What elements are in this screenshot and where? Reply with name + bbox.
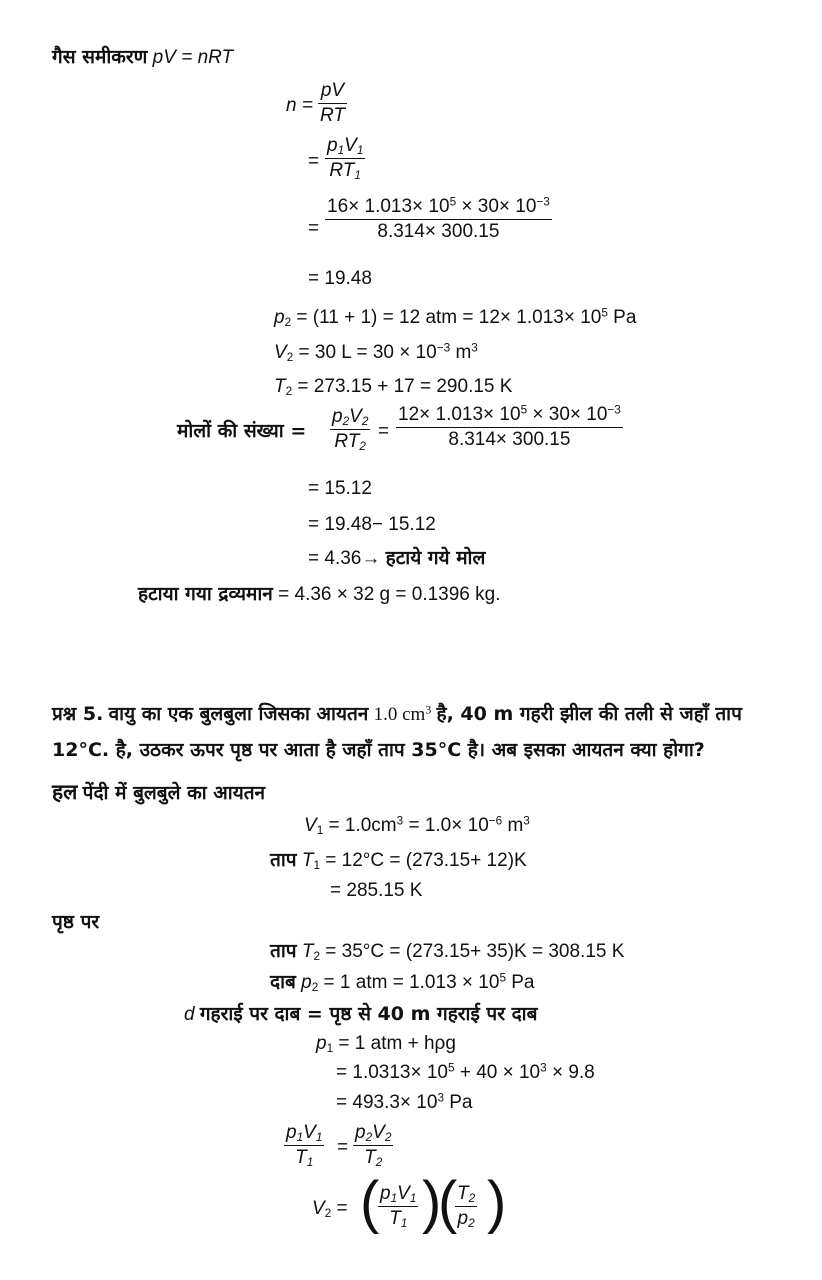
fraction-denominator: 8.314× 300.15	[448, 429, 571, 450]
fraction-p1v1-t1	[284, 1122, 324, 1169]
equals-sign: =	[378, 421, 390, 442]
solution-intro: हल पेंदी में बुलबुले का आयतन	[52, 780, 266, 804]
fraction-denominator: $RT_1$	[329, 160, 361, 182]
solution-label: हल	[52, 780, 78, 804]
gas-equation-formula: pV = nRT	[152, 47, 234, 68]
fraction-p2v2-rt2	[330, 406, 370, 453]
result-15-12: = 15.12	[308, 478, 372, 499]
fraction-numerator: $12\times 1.013\times 10^5 \times 30\times 10^{-3}$	[396, 404, 623, 428]
question-5-line-2: 12°C. है, उठकर ऊपर पृष्ठ पर आता है जहाँ ताप 35°C है। अब इसका आयतन क्या होगा?	[52, 739, 705, 761]
fraction-p2v2-t2	[353, 1122, 393, 1169]
v2-equation: $V_2 = 30$ $L = 30 \times 10^{-3}$ $m^3$	[274, 341, 478, 364]
depth-pressure-line: d गहराई पर दाब = पृष्ठ से 40 m गहराई पर दाब	[184, 1003, 538, 1025]
v1-equation: $V_1 = 1.0cm^3 = 1.0\times 10^{-6}$ $m^3$	[304, 814, 530, 837]
removed-mass-line	[138, 584, 501, 606]
n-lhs: n =	[286, 95, 313, 116]
fraction-denominator: $T_1$	[295, 1147, 314, 1169]
gas-equation-label: गैस समीकरण	[52, 46, 148, 68]
fraction-numerator: pV	[318, 80, 347, 104]
gas-equation-header	[52, 47, 233, 69]
p1-line-3: = $493.3\times 10^3$ Pa	[336, 1091, 473, 1113]
left-paren: (	[360, 1170, 380, 1235]
fraction-denominator: $T_2$	[364, 1147, 383, 1169]
fraction-numerator: $p_2V_2$	[330, 406, 370, 430]
fraction-denominator: 8.314× 300.15	[377, 221, 500, 242]
removed-mass-label: हटाया गया द्रव्यमान	[138, 583, 273, 605]
result-difference: = 19.48− 15.12	[308, 514, 436, 535]
fraction-p1v1-rt1	[325, 135, 365, 182]
fraction-numerator: $p_1V_1$	[284, 1122, 324, 1146]
v2-final-lhs: $V_2$ =	[312, 1198, 348, 1220]
p2-surface-equation: दाब $p_2 = 1$ atm = $1.013 \times 10^5$ Pa	[270, 971, 535, 994]
fraction-numeric-1	[325, 196, 552, 243]
fraction-numerator: $16\times 1.013\times 10^5 \times 30\times 10^{-3}$	[325, 196, 552, 220]
fraction-pv-rt	[318, 80, 347, 127]
moles-label: मोलों की संख्या =	[177, 420, 307, 442]
result-19-48: = 19.48	[308, 268, 372, 289]
surface-label: पृष्ठ पर	[52, 911, 100, 933]
result-removed-moles: = 4.36→ हटाये गये मोल	[308, 547, 486, 569]
fraction-denominator: $p_2$	[457, 1208, 475, 1230]
p1-line-2: = $1.0313\times 10^5 + 40 \times 10^3 \times 9.8$	[336, 1061, 595, 1083]
t2-equation: $T_2 = 273.15 + 17 = 290.15$ K	[274, 376, 513, 398]
fraction-final-a	[378, 1183, 418, 1230]
fraction-denominator: $T_1$	[389, 1208, 408, 1230]
p1-equation: $p_1 = 1$ atm + hρg	[316, 1033, 456, 1055]
p2-equation: $p_2 = (11 + 1) = 12$ atm = $12\times 1.013\times 10^5$ Pa	[274, 306, 637, 329]
right-paren: )	[487, 1170, 507, 1235]
fraction-numerator: $p_1V_1$	[325, 135, 365, 159]
removed-mass-value: = 4.36 × 32 g = 0.1396 kg.	[278, 584, 501, 605]
equals-sign: =	[337, 1137, 349, 1158]
equals-sign: =	[308, 151, 320, 172]
fraction-numerator: $p_1V_1$	[378, 1183, 418, 1207]
fraction-final-b	[455, 1183, 477, 1230]
t2-surface-equation: ताप $T_2 = 35^\circ C = (273.15+ 35)K = 308.15$ K	[270, 940, 625, 963]
t1-result: = 285.15 K	[330, 880, 423, 901]
question-5-line-1: प्रश्न 5. वायु का एक बुलबुला जिसका आयतन 1.0 $cm^3$ है, 40 m गहरी झील की तली से जहाँ ताप	[52, 703, 742, 725]
fraction-numeric-2	[396, 404, 623, 451]
question-label: प्रश्न 5.	[52, 703, 104, 725]
left-paren: (	[438, 1170, 458, 1235]
right-paren: )	[422, 1170, 442, 1235]
fraction-numerator: $T_2$	[455, 1183, 477, 1207]
fraction-denominator: RT	[320, 105, 345, 126]
t1-equation: ताप $T_1 = 12^\circ C = (273.15+ 12)K$	[270, 849, 527, 872]
fraction-denominator: $RT_2$	[334, 431, 366, 453]
equals-sign: =	[308, 218, 320, 239]
fraction-numerator: $p_2V_2$	[353, 1122, 393, 1146]
